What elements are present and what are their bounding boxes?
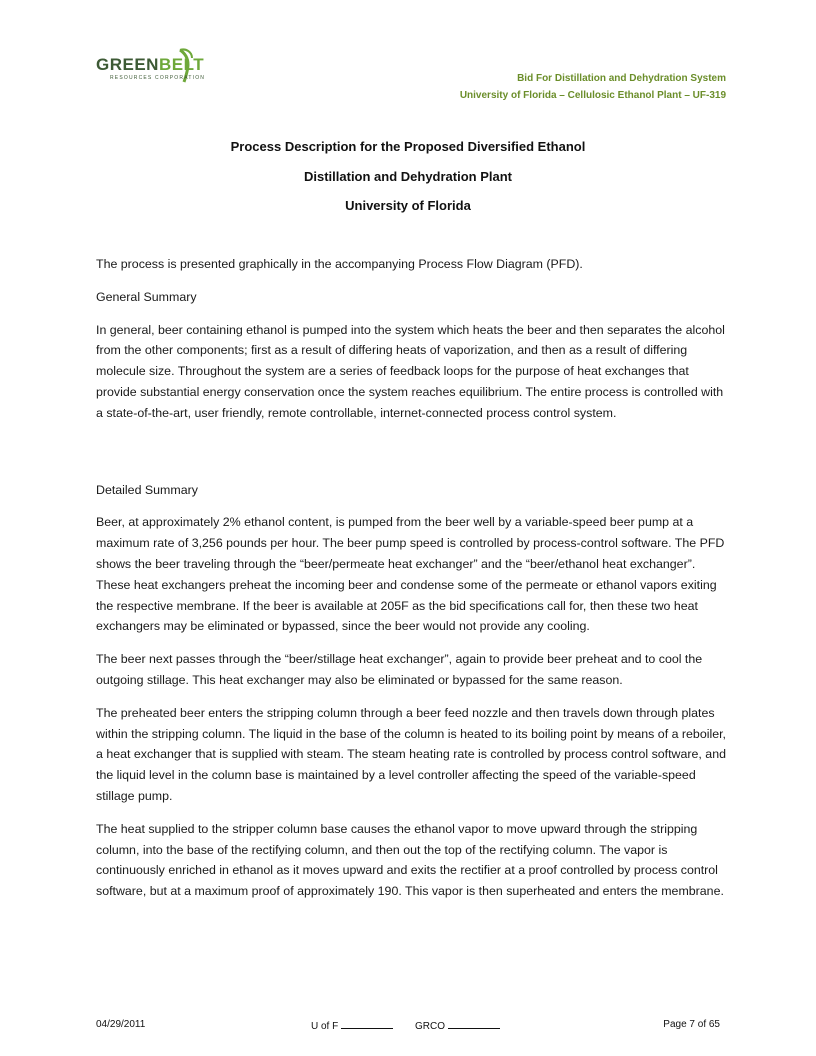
company-logo xyxy=(96,44,230,86)
header-project-line: University of Florida – Cellulosic Ethanol Plant – UF-319 xyxy=(459,90,726,101)
grco-signature-line xyxy=(448,1019,500,1029)
detailed-paragraph-1: Beer, at approximately 2% ethanol content, is pumped from the beer well by a variable-speed beer pump at a maximum rate of 3,256 pounds per hour. The beer pump speed is controlled by process-control software. The PFD shows the beer traveling through the “beer/permeate heat exchanger” and the “beer/ethanol heat exchanger”. These heat exchangers preheat the incoming beer and condense some of the permeate or ethanol vapors exiting the respective membrane. If the beer is available at 205F as the bid specifications call for, then these two heat exchangers may be eliminated or bypassed, since the beer would not provide any cooling. xyxy=(96,515,725,634)
logo-subtitle: RESOURCES CORPORATION xyxy=(110,75,206,81)
footer-page-number: Page 7 of 65 xyxy=(663,1019,720,1030)
footer-grco-initials: GRCO xyxy=(415,1019,500,1032)
detailed-paragraph-4: The heat supplied to the stripper column base causes the ethanol vapor to move upward through the stripping column, into the base of the rectifying column, and then out the top of the rectifying column. The vapor is continuously enriched in ethanol as it moves upward and exits the rectifier at a proof controlled by process control software, but at a maximum proof of approximately 190. This vapor is then superheated and enters the membrane. xyxy=(96,821,724,899)
detailed-summary-heading: Detailed Summary xyxy=(96,482,198,497)
title-line-3: University of Florida xyxy=(345,198,471,213)
title-line-1: Process Description for the Proposed Diversified Ethanol xyxy=(230,139,586,154)
general-summary-heading: General Summary xyxy=(96,289,197,304)
document-header xyxy=(460,70,726,104)
logo-wordmark: GREENBELT xyxy=(96,55,205,74)
title-line-2: Distillation and Dehydration Plant xyxy=(303,168,513,184)
intro-paragraph: The process is presented graphically in the accompanying Process Flow Diagram (PFD). xyxy=(96,257,583,271)
footer-uof-initials: U of F xyxy=(311,1019,393,1032)
footer-date: 04/29/2011 xyxy=(96,1019,146,1030)
uof-signature-line xyxy=(341,1019,393,1029)
detailed-paragraph-2: The beer next passes through the “beer/stillage heat exchanger”, again to provide beer preheat and to cool the outgoing stillage. This heat exchanger may also be eliminated or bypassed for the same reason. xyxy=(96,652,703,687)
page-title xyxy=(0,132,816,221)
header-bid-line: Bid For Distillation and Dehydration System xyxy=(517,73,726,84)
body-text xyxy=(96,254,728,914)
general-summary-paragraph: In general, beer containing ethanol is pumped into the system which heats the beer and then separates the alcohol from the other components; first as a result of differing heats of vaporization, and then as a result of differing molecule size. Throughout the system are a series of feedback loops for the purpose of heat exchanges that provide substantial energy conservation once the system reaches equilibrium. The entire process is controlled with a state-of-the-art, user friendly, remote controllable, internet-connected process control system. xyxy=(96,322,725,420)
detailed-paragraph-3: The preheated beer enters the stripping column through a beer feed nozzle and then travels down through plates within the stripping column. The liquid in the base of the column is heated to its boiling point by means of a reboiler, a heat exchanger that is supplied with steam. The steam heating rate is controlled by process control software, and the liquid level in the column base is maintained by a level controller affecting the speed of the variable-speed stillage pump. xyxy=(96,705,726,803)
